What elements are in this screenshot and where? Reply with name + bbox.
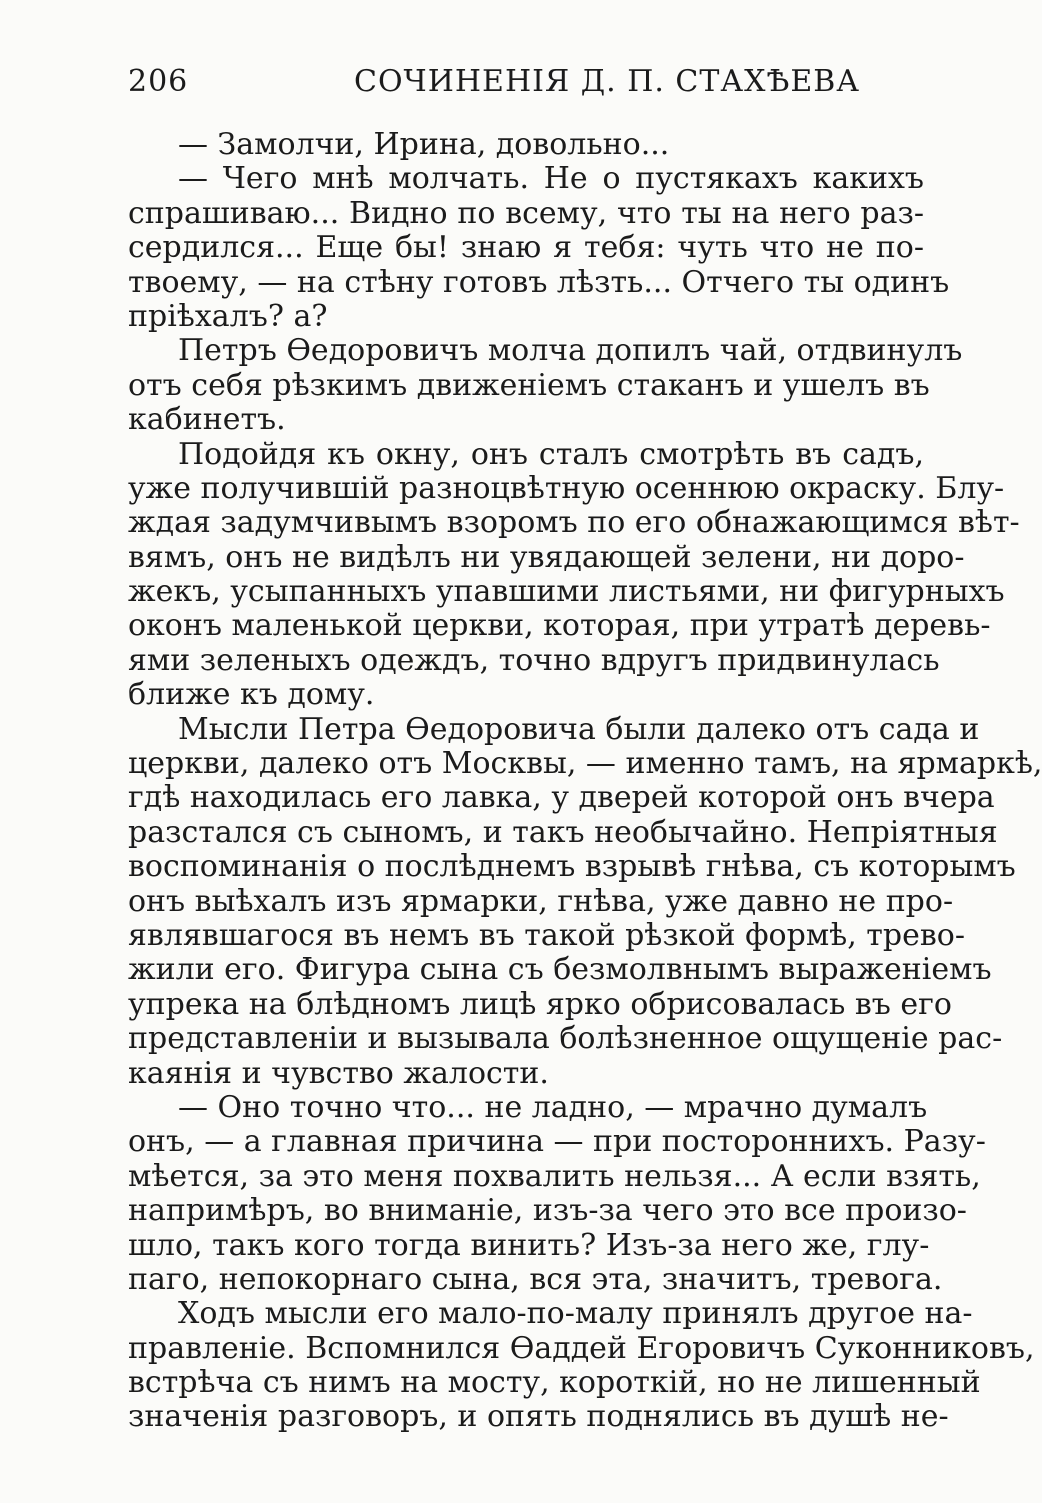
text-line: отъ себя рѣзкимъ движеніемъ стаканъ и ушелъ въ (128, 367, 930, 403)
text-line: Мысли Петра Ѳедоровича были далеко отъ сада и (178, 711, 980, 747)
body-text (128, 127, 1042, 1435)
text-line: жекъ, усыпанныхъ упавшими листьями, ни фигурныхъ (128, 574, 1005, 610)
text-line: встрѣча съ нимъ на мосту, короткій, но не лишенный (128, 1365, 981, 1401)
text-line: являвшагося въ немъ въ такой рѣзкой формѣ, трево- (128, 917, 965, 953)
text-line: жили его. Фигура сына съ безмолвнымъ выраженіемъ (128, 952, 992, 988)
text-line: церкви, далеко отъ Москвы, — именно тамъ, на ярмаркѣ, (128, 746, 1042, 782)
text-line: оконъ маленькой церкви, которая, при утратѣ деревь- (128, 608, 991, 644)
text-line: Подойдя къ окну, онъ сталъ смотрѣть въ садъ, (178, 436, 924, 472)
running-head: СОЧИНЕНІЯ Д. П. СТАХѢЕВА (354, 64, 860, 99)
text-line: онъ, — а главная причина — при постороннихъ. Разу- (128, 1124, 986, 1160)
text-line: спрашиваю... Видно по всему, что ты на него раз- (128, 195, 924, 231)
text-line: правленіе. Вспомнился Ѳаддей Егоровичъ Суконниковъ, (128, 1330, 1035, 1366)
text-line: упрека на блѣдномъ лицѣ ярко обрисовалась въ его (128, 986, 952, 1022)
text-line: разстался съ сыномъ, и такъ необычайно. Непріятныя (128, 814, 998, 850)
text-line: Петръ Ѳедоровичъ молча допилъ чай, отдвинулъ (178, 333, 963, 369)
text-line: онъ выѣхалъ изъ ярмарки, гнѣва, уже давно не про- (128, 883, 954, 919)
text-line: уже получившій разноцвѣтную осеннюю окраску. Блу- (128, 470, 1005, 506)
text-line: напримѣръ, во вниманіе, изъ-за чего это все произо- (128, 1193, 967, 1229)
text-line: ждая задумчивымъ взоромъ по его обнажающимся вѣт- (128, 505, 1020, 541)
text-line: гдѣ находилась его лавка, у дверей которой онъ вчера (128, 780, 995, 816)
page-number: 206 (128, 64, 189, 99)
text-line: представленіи и вызывала болѣзненное ощущеніе рас- (128, 1021, 1003, 1057)
text-line: паго, непокорнаго сына, вся эта, значитъ, тревога. (128, 1261, 943, 1297)
text-line: шло, такъ кого тогда винить? Изъ-за него же, глу- (128, 1227, 930, 1263)
text-line: значенія разговоръ, и опять поднялись въ душѣ не- (128, 1399, 949, 1435)
text-line: — Оно точно что... не ладно, — мрачно думалъ (178, 1089, 928, 1125)
text-line: сердился... Еще бы! знаю я тебя: чуть что не по- (128, 230, 924, 266)
text-line: кабинетъ. (128, 402, 286, 438)
text-line: — Замолчи, Ирина, довольно... (178, 127, 670, 162)
text-line: — Чего мнѣ молчать. Не о пустякахъ какихъ (178, 161, 924, 197)
text-line: Ходъ мысли его мало-по-малу принялъ другое на- (178, 1296, 973, 1332)
page-header (128, 64, 920, 104)
text-line: вямъ, онъ не видѣлъ ни увядающей зелени, ни доро- (128, 539, 965, 575)
text-line: мѣется, за это меня похвалить нельзя... А если взять, (128, 1158, 981, 1194)
text-line: каянія и чувство жалости. (128, 1055, 549, 1091)
text-line: ями зеленыхъ одеждъ, точно вдругъ придвинулась (128, 642, 940, 678)
text-line: твоему, — на стѣну готовъ лѣзть... Отчего ты одинъ (128, 264, 950, 300)
text-line: ближе къ дому. (128, 677, 375, 713)
text-line: пріѣхалъ? а? (128, 298, 328, 334)
text-line: воспоминанія о послѣднемъ взрывѣ гнѣва, съ которымъ (128, 849, 1016, 885)
